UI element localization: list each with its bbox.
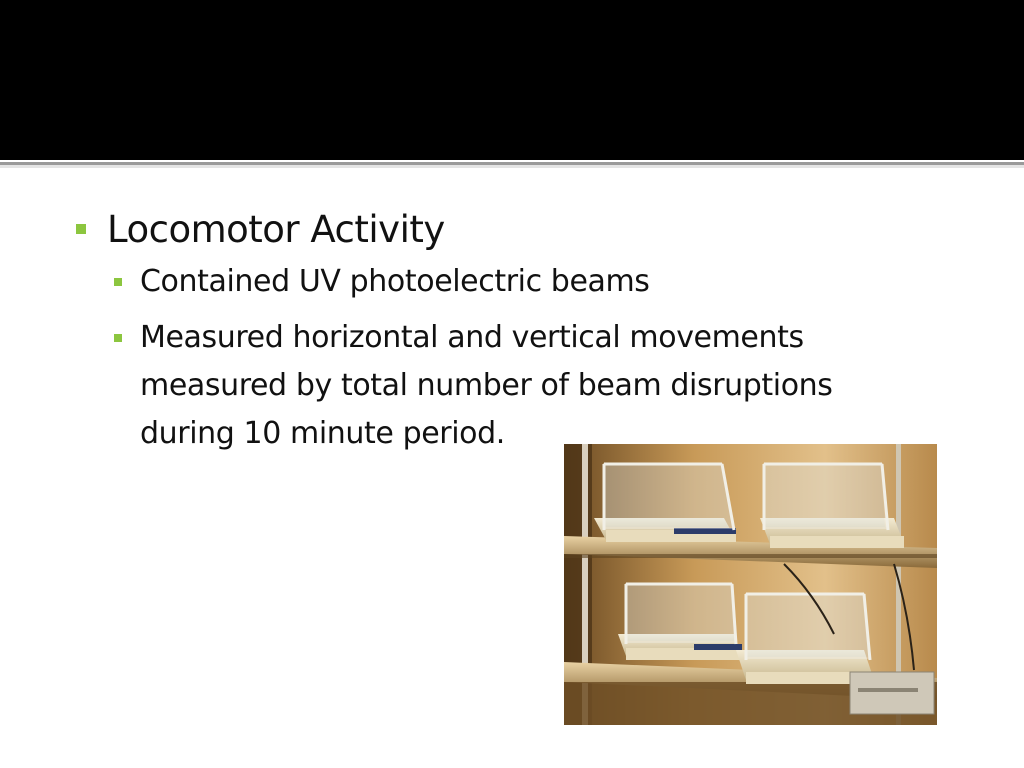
green-square-bullet-icon (114, 278, 122, 286)
title-divider (0, 160, 1024, 168)
activity-chamber (618, 584, 742, 660)
bullet-text: Locomotor Activity (107, 208, 445, 251)
sub-bullet-list (74, 258, 974, 458)
bullet-item-locomotor-activity (74, 208, 974, 252)
activity-chambers-illustration (564, 444, 937, 725)
sub-bullet-text: Contained UV photoelectric beams (140, 264, 650, 299)
sub-bullet-item-measured-movements (114, 314, 920, 458)
activity-chamber (760, 464, 904, 548)
activity-chamber (594, 464, 736, 542)
green-square-bullet-icon (114, 334, 122, 342)
activity-chamber (736, 594, 874, 684)
sub-bullet-text: Measured horizontal and vertical movements measured by total number of beam disruptions during 10 minute period. (140, 320, 833, 451)
control-unit (850, 672, 934, 714)
slide-content (74, 208, 974, 458)
sub-bullet-item-uv-beams (114, 258, 920, 306)
photo-activity-chambers (564, 444, 937, 725)
green-square-bullet-icon (76, 224, 86, 234)
title-band (0, 0, 1024, 160)
